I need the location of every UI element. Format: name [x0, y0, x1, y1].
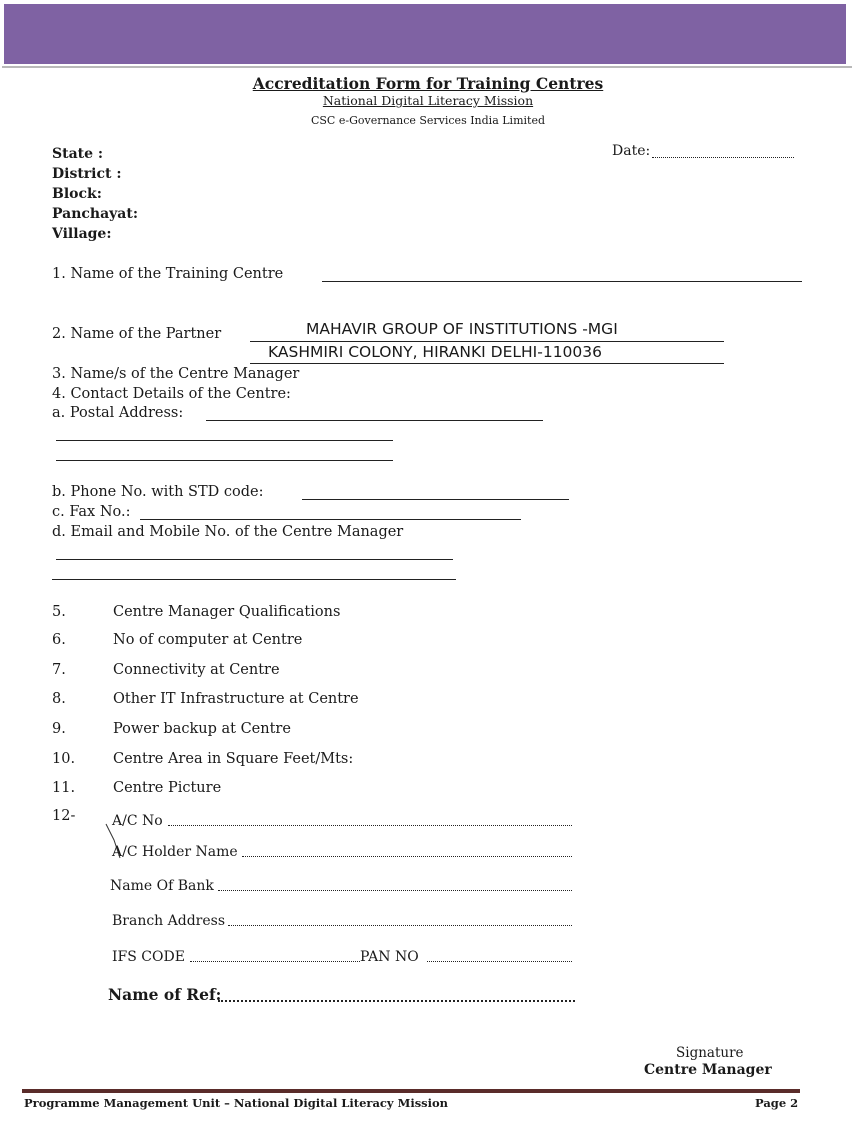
- item-it-infrastructure: Other IT Infrastructure at Centre: [113, 691, 359, 707]
- email-mobile-field-2[interactable]: [52, 579, 456, 580]
- fax-field[interactable]: [140, 519, 521, 520]
- state-label: State :: [52, 146, 104, 162]
- email-mobile-label: d. Email and Mobile No. of the Centre Manager: [52, 524, 404, 540]
- postal-address-label: a. Postal Address:: [52, 405, 184, 421]
- item-centre-picture: Centre Picture: [113, 780, 222, 796]
- pan-no-label: PAN NO: [360, 949, 419, 965]
- item-power-backup: Power backup at Centre: [113, 721, 291, 737]
- partner-field-2[interactable]: [250, 363, 724, 364]
- fax-label: c. Fax No.:: [52, 504, 131, 520]
- village-label: Village:: [52, 226, 112, 242]
- item-number: 9.: [52, 721, 66, 737]
- block-label: Block:: [52, 186, 102, 202]
- ifs-code-label: IFS CODE: [112, 949, 185, 965]
- partner-label: 2. Name of the Partner: [52, 326, 222, 342]
- form-title: Accreditation Form for Training Centres: [252, 74, 604, 93]
- item-number: 6.: [52, 632, 66, 648]
- date-label: Date:: [612, 143, 651, 159]
- item-computers: No of computer at Centre: [113, 632, 303, 648]
- partner-name-value: MAHAVIR GROUP OF INSTITUTIONS -MGI: [306, 320, 618, 338]
- item-number: 7.: [52, 662, 66, 678]
- item-centre-area: Centre Area in Square Feet/Mts:: [113, 751, 354, 767]
- phone-field[interactable]: [302, 499, 569, 500]
- item-number: 11.: [52, 780, 76, 796]
- header-divider: [2, 66, 852, 72]
- training-centre-field[interactable]: [322, 281, 802, 282]
- item-connectivity: Connectivity at Centre: [113, 662, 280, 678]
- branch-address-field[interactable]: [228, 925, 572, 926]
- bank-name-field[interactable]: [218, 890, 572, 891]
- organization-name: CSC e-Governance Services India Limited: [310, 114, 545, 127]
- panchayat-label: Panchayat:: [52, 206, 139, 222]
- item-number: 5.: [52, 604, 66, 620]
- signature-label: Signature: [676, 1045, 744, 1061]
- footer-divider: [22, 1089, 800, 1093]
- date-field[interactable]: [652, 157, 794, 158]
- pan-no-field[interactable]: [427, 961, 572, 962]
- contact-details-label: 4. Contact Details of the Centre:: [52, 386, 291, 402]
- ac-no-field[interactable]: [168, 825, 572, 826]
- district-label: District :: [52, 166, 122, 182]
- bank-item-number: 12-: [52, 808, 76, 824]
- centre-manager-signature-label: Centre Manager: [644, 1062, 772, 1078]
- partner-field[interactable]: [250, 341, 724, 342]
- header-banner: [4, 4, 846, 64]
- postal-address-field[interactable]: [206, 420, 543, 421]
- email-mobile-field[interactable]: [56, 559, 453, 560]
- item-number: 8.: [52, 691, 66, 707]
- training-centre-label: 1. Name of the Training Centre: [52, 266, 284, 282]
- ac-holder-field[interactable]: [242, 856, 572, 857]
- form-subtitle: National Digital Literacy Mission: [322, 93, 534, 108]
- branch-address-label: Branch Address: [112, 913, 226, 929]
- footer-text: Programme Management Unit – National Digital Literacy Mission: [24, 1096, 449, 1110]
- phone-label: b. Phone No. with STD code:: [52, 484, 264, 500]
- item-number: 10.: [52, 751, 76, 767]
- name-of-ref-field[interactable]: [218, 1000, 575, 1002]
- centre-manager-label: 3. Name/s of the Centre Manager: [52, 366, 300, 382]
- ac-holder-label: A/C Holder Name: [112, 844, 238, 860]
- ac-no-label: A/C No: [112, 813, 163, 829]
- postal-address-field-2[interactable]: [56, 440, 393, 441]
- postal-address-field-3[interactable]: [56, 460, 393, 461]
- item-qualifications: Centre Manager Qualifications: [113, 604, 341, 620]
- bank-name-label: Name Of Bank: [110, 878, 214, 894]
- page-number: Page 2: [755, 1096, 799, 1110]
- name-of-ref-label: Name of Ref:: [108, 985, 222, 1004]
- partner-address-value: KASHMIRI COLONY, HIRANKI DELHI-110036: [268, 343, 603, 361]
- ifs-code-field[interactable]: [190, 961, 360, 962]
